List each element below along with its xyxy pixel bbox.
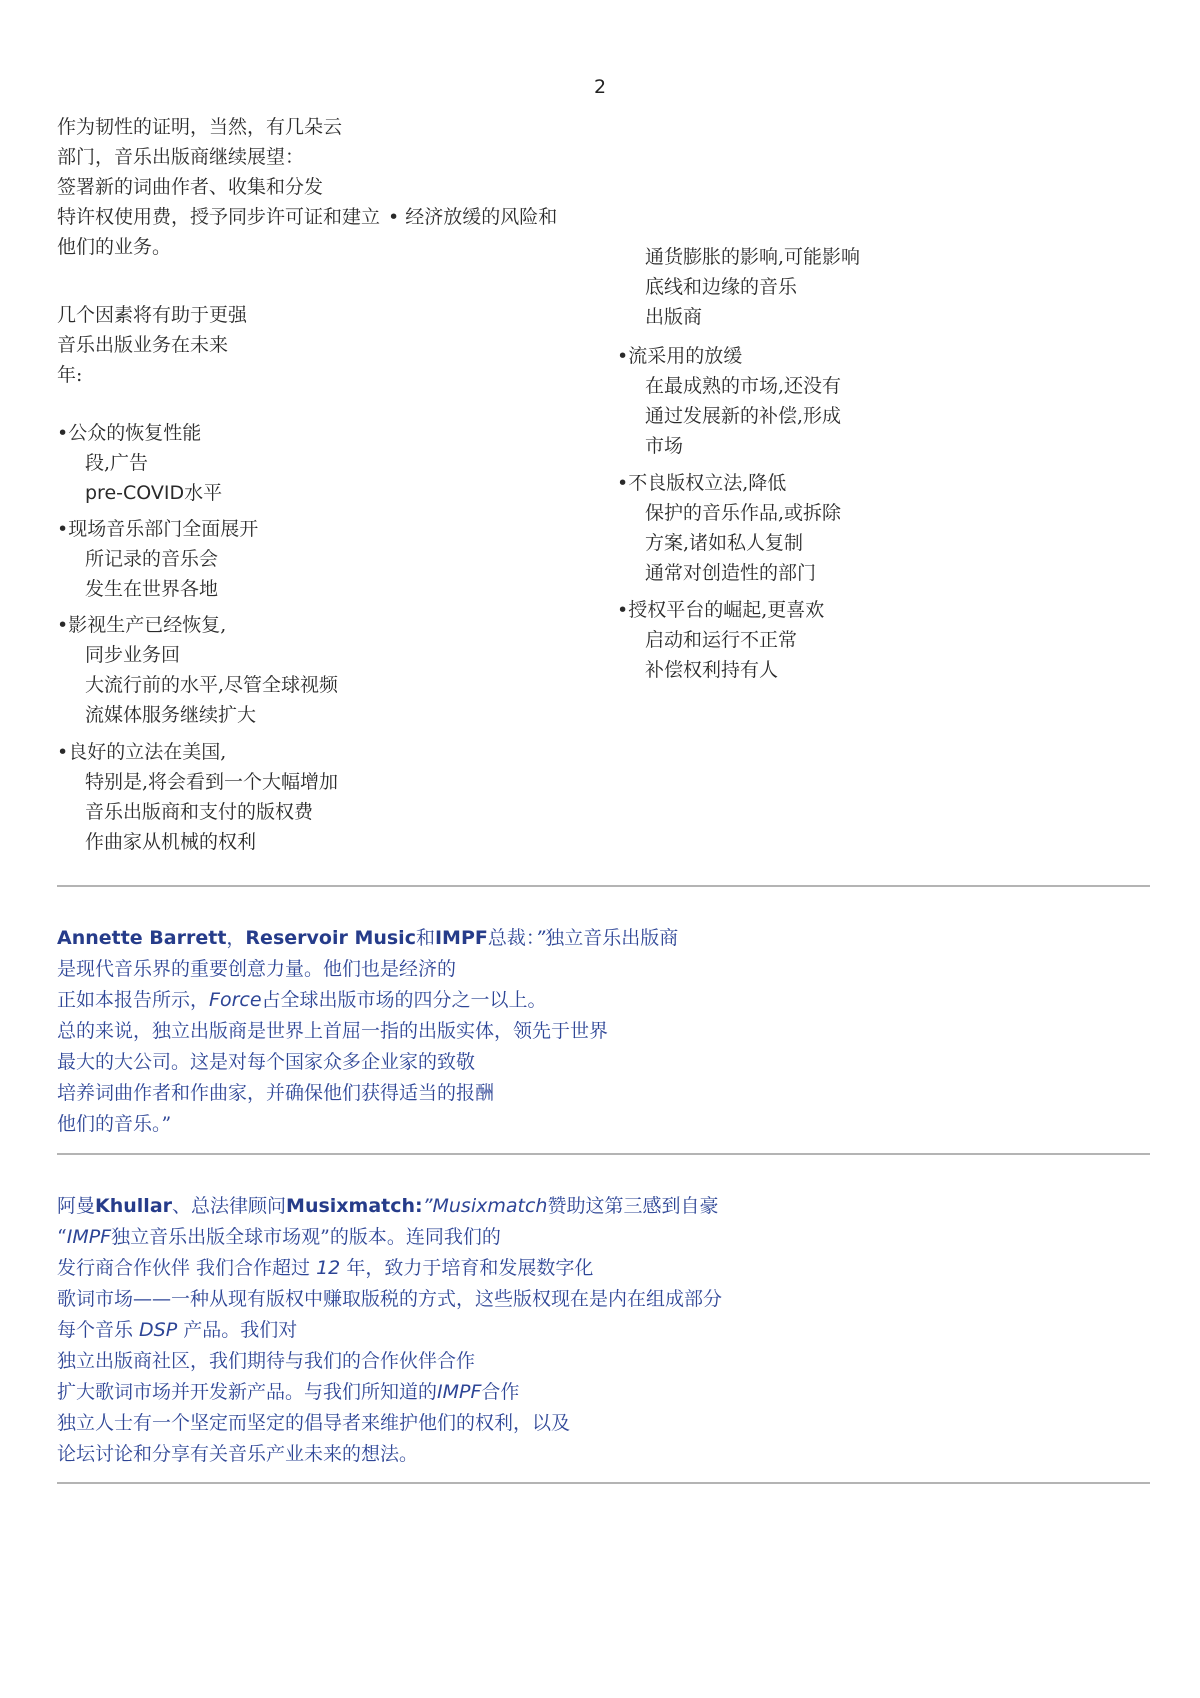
italic-term: IMPF bbox=[437, 1381, 482, 1403]
quote-annette-barrett bbox=[57, 923, 678, 1140]
divider bbox=[57, 1482, 1150, 1484]
conjunction: 和 bbox=[415, 927, 435, 949]
text-line: 特许权使用费，授予同步许可证和建立 bbox=[57, 206, 381, 228]
quote-text: 赞助这第三感到自豪 bbox=[547, 1195, 719, 1217]
bullet-line: •授权平台的崛起,更喜欢 bbox=[617, 599, 825, 621]
bullet-line: 补偿权利持有人 bbox=[645, 659, 779, 681]
text-line: 几个因素将有助于更强 bbox=[57, 304, 248, 326]
divider bbox=[57, 885, 1150, 887]
right-bullet-4 bbox=[617, 595, 824, 685]
quote-line bbox=[57, 1222, 722, 1253]
bullet-line: 发生在世界各地 bbox=[85, 578, 219, 600]
quote-line bbox=[57, 1191, 722, 1222]
quote-line: 歌词市场——一种从现有版权中赚取版税的方式，这些版权现在是内在组成部分 bbox=[57, 1288, 723, 1310]
divider bbox=[57, 1153, 1150, 1155]
quote-text: 合作 bbox=[481, 1381, 520, 1403]
bullet-line: 段,广告 bbox=[85, 452, 149, 474]
bullet-line: 通常对创造性的部门 bbox=[645, 562, 817, 584]
text-line: 签署新的词曲作者、收集和分发 bbox=[57, 176, 324, 198]
intro-paragraph bbox=[57, 112, 557, 262]
quote-line bbox=[57, 1253, 722, 1284]
quote-text: 每个音乐 bbox=[57, 1319, 140, 1341]
speaker-title: 总裁： bbox=[487, 927, 536, 949]
text-line: 部门，音乐出版商继续展望： bbox=[57, 146, 305, 168]
quote-line: 论坛讨论和分享有关音乐产业未来的想法。 bbox=[57, 1443, 419, 1465]
quote-khullar bbox=[57, 1191, 722, 1470]
bullet-line: 流媒体服务继续扩大 bbox=[85, 704, 257, 726]
quote-line: 培养词曲作者和作曲家，并确保他们获得适当的报酬 bbox=[57, 1082, 495, 1104]
bullet-line: •现场音乐部门全面展开 bbox=[57, 518, 259, 540]
bullet-line: pre-COVID水平 bbox=[85, 482, 223, 504]
bullet-line: •良好的立法在美国, bbox=[57, 741, 227, 763]
organization-name: Reservoir Music bbox=[245, 927, 416, 949]
separator: ， bbox=[226, 927, 246, 949]
left-bullet-3 bbox=[57, 610, 338, 730]
open-quote: “ bbox=[57, 1226, 67, 1248]
bullet-line: 特别是,将会看到一个大幅增加 bbox=[85, 771, 339, 793]
bullet-line: •影视生产已经恢复, bbox=[57, 614, 227, 636]
page-number: 2 bbox=[593, 76, 607, 98]
italic-term: IMPF bbox=[66, 1226, 112, 1248]
bullet-line: 通过发展新的补偿,形成 bbox=[645, 405, 842, 427]
quote-text: 年，致力于培育和发展数字化 bbox=[340, 1257, 594, 1279]
factors-paragraph bbox=[57, 300, 247, 390]
quote-line bbox=[57, 985, 678, 1016]
bullet-line: 通货膨胀的影响,可能影响 bbox=[645, 246, 861, 268]
open-quote: ” bbox=[535, 927, 546, 949]
quote-text: 扩大歌词市场并开发新产品。与我们所知道的 bbox=[57, 1381, 438, 1403]
right-bullet-2 bbox=[617, 341, 841, 461]
quote-line: 他们的音乐。” bbox=[57, 1113, 172, 1135]
quote-text: 阿曼 bbox=[57, 1195, 96, 1217]
bullet-line: 作曲家从机械的权利 bbox=[85, 831, 257, 853]
quote-text: 发行商合作伙伴 我们合作超过 bbox=[57, 1257, 317, 1279]
right-bullet-start: • 经济放缓的风险和 bbox=[388, 206, 558, 228]
italic-term: DSP bbox=[139, 1319, 178, 1341]
quote-text: 正如本报告所示， bbox=[57, 989, 210, 1011]
quote-line: 最大的大公司。这是对每个国家众多企业家的致敬 bbox=[57, 1051, 476, 1073]
speaker-name: Khullar bbox=[95, 1195, 173, 1217]
bullet-line: 市场 bbox=[645, 435, 684, 457]
quote-text: 独立音乐出版商 bbox=[545, 927, 679, 949]
bullet-line: 所记录的音乐会 bbox=[85, 548, 219, 570]
bullet-line: 大流行前的水平,尽管全球视频 bbox=[85, 674, 339, 696]
text-line: 他们的业务。 bbox=[57, 236, 172, 258]
open-quote: ” bbox=[422, 1195, 433, 1217]
organization-name: IMPF bbox=[434, 927, 488, 949]
quote-text: 产品。我们对 bbox=[177, 1319, 298, 1341]
quote-line: 独立人士有一个坚定而坚定的倡导者来维护他们的权利，以及 bbox=[57, 1412, 571, 1434]
italic-term: Force bbox=[209, 989, 262, 1011]
quote-text: 占全球出版市场的四分之一以上。 bbox=[261, 989, 547, 1011]
bullet-line: •公众的恢复性能 bbox=[57, 422, 202, 444]
right-bullet-3 bbox=[617, 468, 841, 588]
text-line: 年: bbox=[57, 364, 83, 386]
bullet-line: 同步业务回 bbox=[85, 644, 181, 666]
bullet-line: •流采用的放缓 bbox=[617, 345, 743, 367]
left-bullet-1 bbox=[57, 418, 222, 508]
bullet-line: •不良版权立法,降低 bbox=[617, 472, 787, 494]
quote-line bbox=[57, 1377, 722, 1408]
italic-term: 12 bbox=[316, 1257, 341, 1279]
bullet-line: 方案,诸如私人复制 bbox=[645, 532, 804, 554]
quote-text: 独立音乐出版全球市场观”的版本。连同我们的 bbox=[111, 1226, 501, 1248]
bullet-line: 在最成熟的市场,还没有 bbox=[645, 375, 842, 397]
quote-line bbox=[57, 1315, 722, 1346]
quote-line: 是现代音乐界的重要创意力量。他们也是经济的 bbox=[57, 958, 457, 980]
bullet-line: 启动和运行不正常 bbox=[645, 629, 798, 651]
speaker-name: Annette Barrett bbox=[57, 927, 227, 949]
bullet-line: 保护的音乐作品,或拆除 bbox=[645, 502, 842, 524]
text-line-with-bullet bbox=[57, 202, 557, 232]
speaker-title: 、总法律顾问 bbox=[172, 1195, 287, 1217]
bullet-line: 音乐出版商和支付的版权费 bbox=[85, 801, 314, 823]
italic-term: Musixmatch bbox=[432, 1195, 548, 1217]
quote-line: 总的来说，独立出版商是世界上首屈一指的出版实体，领先于世界 bbox=[57, 1020, 609, 1042]
organization-name: Musixmatch: bbox=[286, 1195, 423, 1217]
left-bullet-2 bbox=[57, 514, 258, 604]
quote-line: 独立出版商社区，我们期待与我们的合作伙伴合作 bbox=[57, 1350, 476, 1372]
bullet-line: 底线和边缘的音乐 bbox=[645, 276, 798, 298]
bullet-line: 出版商 bbox=[645, 306, 703, 328]
quote-line bbox=[57, 923, 678, 954]
text-line: 作为韧性的证明，当然，有几朵云 bbox=[57, 116, 343, 138]
right-bullet-1-cont bbox=[617, 242, 860, 332]
text-line: 音乐出版业务在未来 bbox=[57, 334, 229, 356]
left-bullet-4 bbox=[57, 737, 338, 857]
